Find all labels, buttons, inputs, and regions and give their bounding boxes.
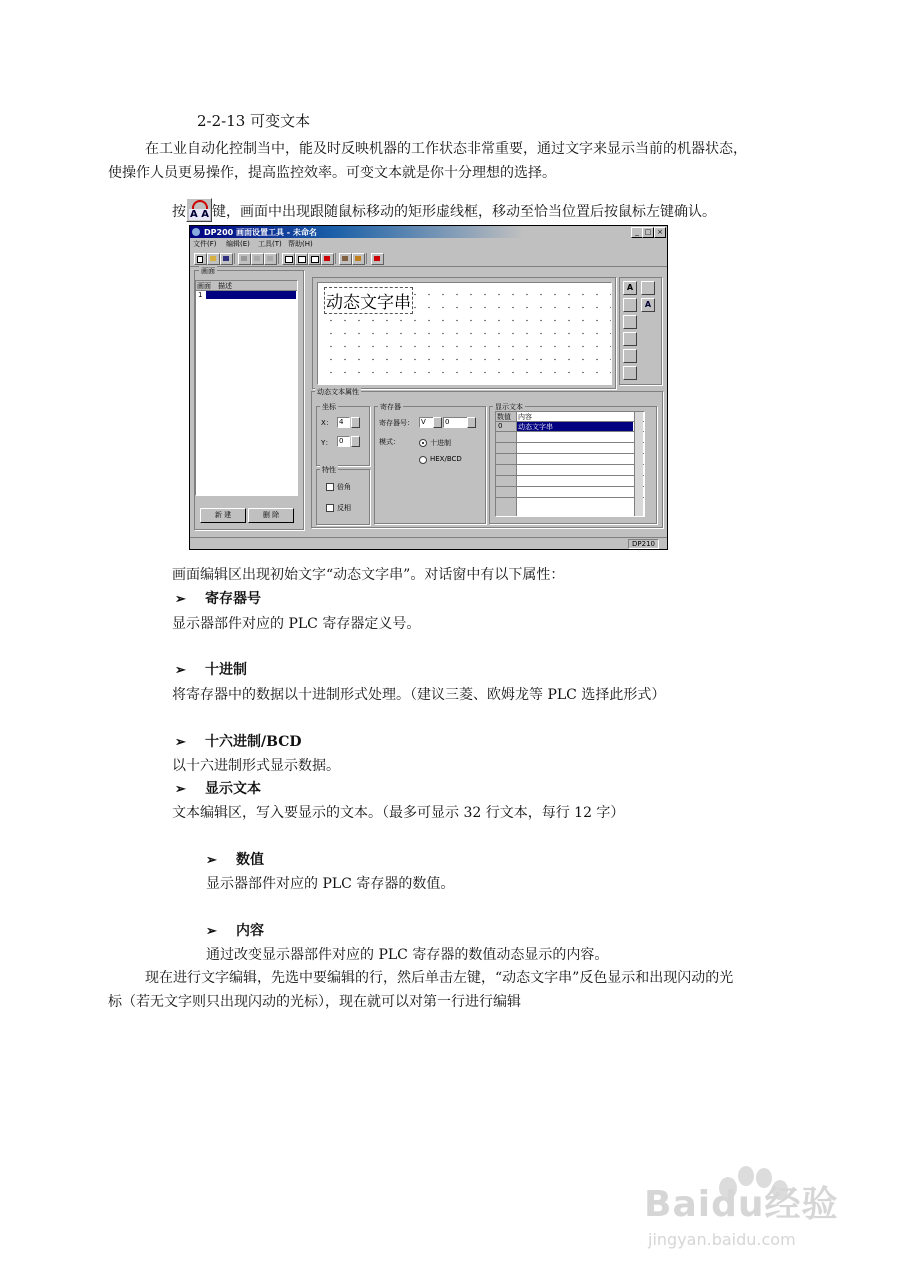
attrs-title: 特性 (322, 466, 336, 474)
register-type-select[interactable]: V (419, 417, 434, 428)
bullet-arrow-icon: ➢ (175, 735, 186, 750)
y-spinner[interactable] (351, 436, 360, 447)
grid-line (496, 486, 644, 487)
y-label: Y： (321, 439, 333, 447)
delete-screen-button[interactable]: 删 除 (248, 508, 294, 523)
bullet-arrow-icon: ➢ (206, 924, 217, 939)
grid-line (496, 464, 644, 465)
closing-line-1: 现在进行文字编辑，先选中要编辑的行，然后单击左键，“动态文字串”反色显示和出现闪动的光 (145, 970, 734, 986)
exit-icon[interactable] (371, 253, 384, 265)
screen-icon[interactable] (282, 253, 295, 265)
after-screenshot-text: 画面编辑区出现初始文字“动态文字串”。对话窗中有以下属性： (172, 567, 565, 583)
paste-icon[interactable] (264, 253, 277, 265)
register-number-spinner[interactable] (467, 417, 476, 428)
menu-tools[interactable]: 工具(T) (258, 240, 282, 248)
coords-title: 坐标 (322, 403, 336, 411)
mode-label: 模式： (379, 438, 400, 446)
new-screen-button[interactable]: 新 建 (200, 508, 246, 523)
item-value-desc: 显示器部件对应的 PLC 寄存器的数值。 (206, 876, 455, 892)
display-text-grid[interactable] (495, 411, 645, 517)
download-icon[interactable] (339, 253, 352, 265)
zoom-checkbox[interactable] (326, 483, 334, 491)
y-input[interactable]: 0 (337, 436, 350, 447)
col-content: 内容 (518, 413, 532, 421)
minimize-button[interactable]: _ (631, 227, 643, 238)
closing-line-2: 标（若无文字则只出现闪动的光标），现在就可以对第一行进行编辑 (108, 994, 521, 1010)
item-register-no-desc: 显示器部件对应的 PLC 寄存器定义号。 (172, 616, 421, 632)
numeric-tool-icon[interactable] (623, 298, 637, 312)
screen-add-icon[interactable] (295, 253, 308, 265)
lamp-tool-icon[interactable] (641, 281, 655, 295)
bullet-arrow-icon: ➢ (175, 663, 186, 678)
alarm-tool-icon[interactable] (623, 315, 637, 329)
instruction-prefix: 按 (172, 204, 186, 220)
variable-text-tool-button[interactable]: A (641, 298, 655, 312)
screen-row-number[interactable]: 1 (198, 291, 203, 299)
col-screen: 画面 (197, 282, 211, 290)
properties-title: 动态文本属性 (317, 388, 359, 396)
instruction-line (172, 198, 716, 222)
button-tool-icon[interactable] (623, 332, 637, 346)
invert-label: 反相 (337, 504, 351, 512)
upload-icon[interactable] (352, 253, 365, 265)
menu-edit[interactable]: 编辑(E) (226, 240, 250, 248)
row-content: 动态文字串 (518, 423, 553, 431)
status-model: DP210 (628, 539, 659, 549)
item-register-no-title: ➢ 寄存器号 (175, 591, 261, 607)
close-button[interactable]: × (654, 227, 666, 238)
toolbar (190, 250, 667, 267)
menu-bar (190, 238, 667, 249)
item-display-text-title: ➢ 显示文本 (175, 781, 261, 797)
col-desc: 描述 (218, 282, 232, 290)
attrs-group (316, 466, 370, 525)
grid-line (496, 497, 644, 498)
screen-list-header (196, 281, 297, 291)
bullet-arrow-icon: ➢ (175, 782, 186, 797)
menu-help[interactable]: 帮助(H) (288, 240, 313, 248)
decimal-label: 十进制 (430, 439, 451, 447)
register-type-dropdown[interactable] (433, 417, 442, 428)
table-row[interactable] (206, 291, 296, 299)
screen-list-title: 画面 (201, 267, 215, 275)
invert-checkbox[interactable] (326, 504, 334, 512)
bullet-arrow-icon: ➢ (175, 592, 186, 607)
bullet-arrow-icon: ➢ (206, 853, 217, 868)
open-folder-icon[interactable] (207, 253, 220, 265)
toolbar-separator (366, 253, 367, 264)
screen-delete-icon[interactable] (321, 253, 334, 265)
instruction-suffix: 键，画面中出现跟随鼠标移动的矩形虚线框，移动至恰当位置后按鼠标左键确认。 (212, 204, 716, 220)
hex-bcd-radio[interactable] (419, 456, 427, 464)
register-no-label: 寄存器号： (379, 419, 414, 427)
screen-canvas[interactable] (317, 282, 612, 385)
section-heading: 2-2-13 可变文本 (197, 112, 311, 130)
decimal-radio[interactable] (419, 439, 427, 447)
dp200-window (189, 225, 668, 550)
register-number-input[interactable]: 0 (443, 417, 468, 428)
intro-line-2: 使操作人员更易操作，提高监控效率。可变文本就是你十分理想的选择。 (108, 165, 556, 181)
watermark-url: jingyan.baidu.com (648, 1230, 796, 1249)
toolbar-separator (278, 253, 279, 264)
item-value-title: ➢ 数值 (206, 852, 264, 868)
variable-text-tool-icon: A A (186, 198, 212, 222)
grid-line (496, 431, 644, 432)
item-content-title: ➢ 内容 (206, 923, 264, 939)
item-display-text-desc: 文本编辑区，写入要显示的文本。（最多可显示 32 行文本，每行 12 字） (172, 805, 625, 821)
static-text-tool-icon[interactable]: A (623, 281, 637, 295)
hex-bcd-label: HEX/BCD (430, 455, 462, 463)
grid-scrollbar[interactable] (634, 412, 643, 516)
item-decimal-title: ➢ 十进制 (175, 662, 247, 678)
display-text-title: 显示文本 (495, 403, 523, 411)
table-row[interactable] (517, 422, 633, 431)
screen-copy-icon[interactable] (308, 253, 321, 265)
toolbar-separator (234, 253, 235, 264)
col-value: 数值 (497, 413, 511, 421)
grid-line (496, 453, 644, 454)
cut-icon[interactable] (238, 253, 251, 265)
item-hex-desc: 以十六进制形式显示数据。 (172, 758, 340, 774)
grid-line (496, 442, 644, 443)
x-label: X： (321, 419, 333, 427)
save-icon[interactable] (220, 253, 233, 265)
grid-line (496, 475, 644, 476)
row-value: 0 (498, 422, 503, 430)
status-bar (190, 537, 667, 549)
item-content-desc: 通过改变显示器部件对应的 PLC 寄存器的数值动态显示的内容。 (206, 947, 609, 963)
new-file-icon[interactable] (194, 253, 207, 265)
zoom-label: 倍角 (337, 483, 351, 491)
copy-icon[interactable] (251, 253, 264, 265)
watermark-brand: Baidu经验 (644, 1184, 839, 1225)
baidu-watermark (640, 1150, 860, 1260)
x-spinner[interactable] (351, 417, 360, 428)
bar-tool-icon[interactable] (623, 366, 637, 380)
x-input[interactable]: 4 (337, 417, 350, 428)
screen-list-table[interactable] (195, 280, 298, 496)
window-titlebar (190, 226, 667, 238)
item-hex-title: ➢ 十六进制/BCD (175, 734, 302, 750)
menu-file[interactable]: 文件(F) (193, 240, 217, 248)
app-icon (192, 228, 200, 236)
item-decimal-desc: 将寄存器中的数据以十进制形式处理。（建议三菱、欧姆龙等 PLC 选择此形式） (172, 687, 666, 703)
intro-line-1: 在工业自动化控制当中，能及时反映机器的工作状态非常重要，通过文字来显示当前的机器状态， (145, 141, 747, 157)
maximize-button[interactable]: □ (642, 227, 654, 238)
toolbar-separator (335, 253, 336, 264)
dynamic-text-element[interactable]: 动态文字串 (324, 287, 413, 314)
window-title: DP200 画面设置工具 - 未命名 (204, 228, 317, 237)
trend-tool-icon[interactable] (623, 349, 637, 363)
register-title: 寄存器 (380, 403, 401, 411)
